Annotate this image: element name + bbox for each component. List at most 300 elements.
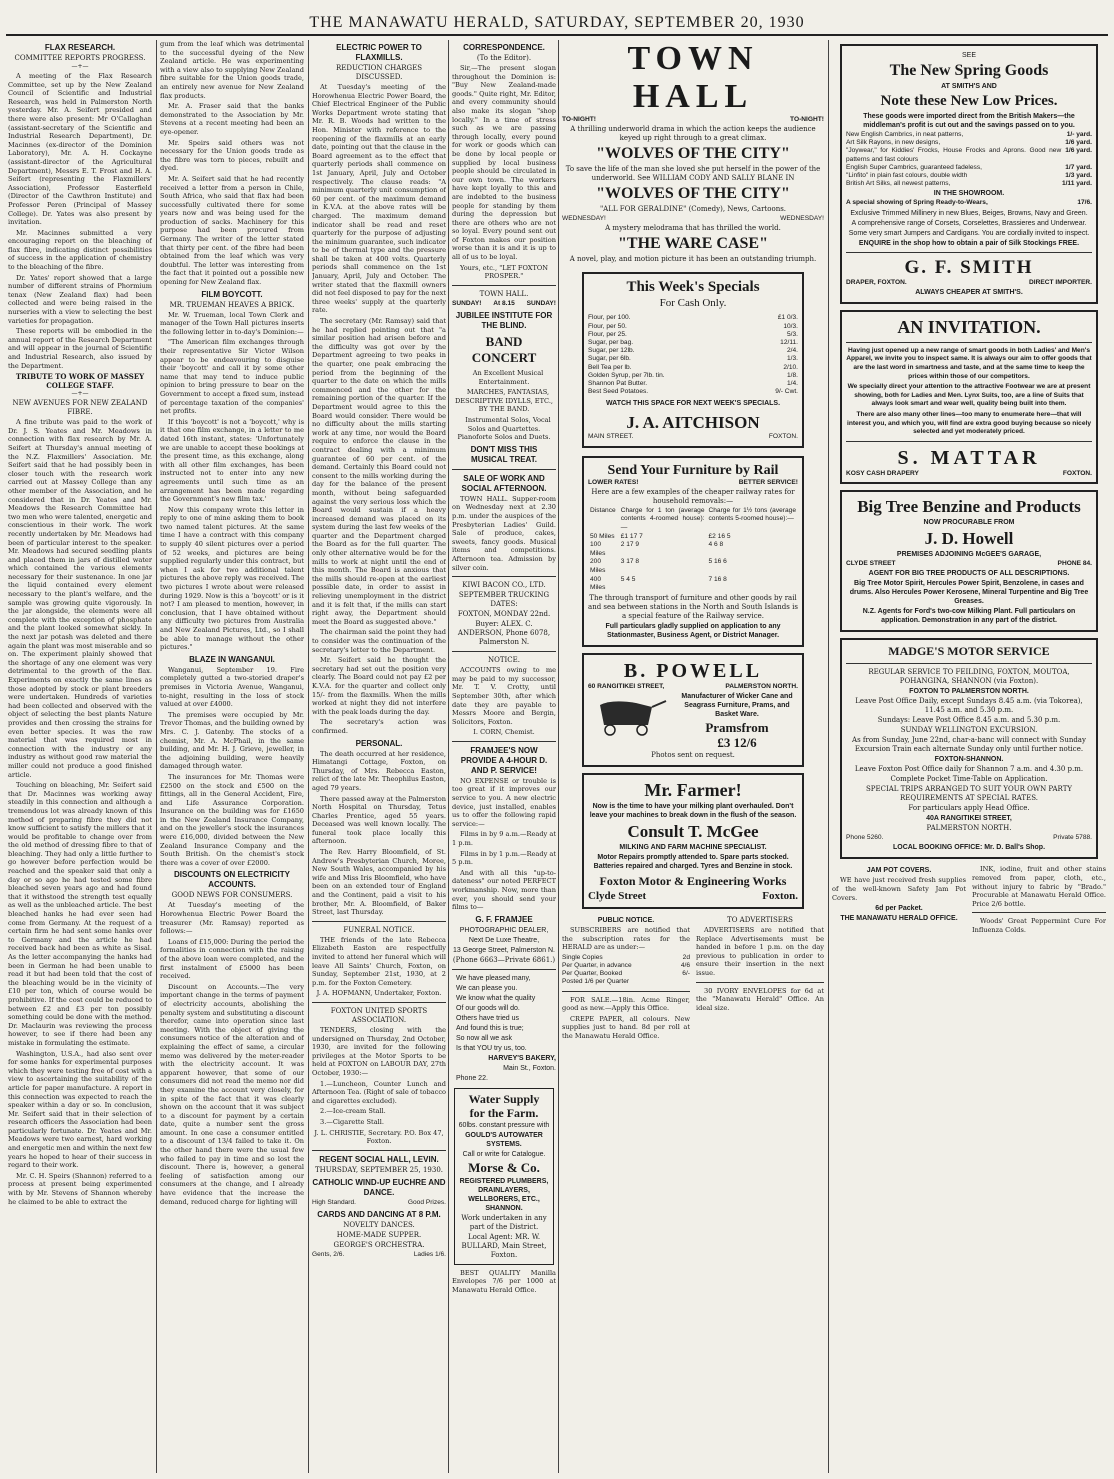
notice-heading: PUBLIC NOTICE.	[597, 916, 655, 924]
ad-text: A mystery melodrama that has thrilled the world.	[605, 224, 781, 233]
paragraph: Mr. W. Trueman, local Town Clerk and manager of the Town Hall pictures inserts the following letter in to-day's Dominion:—	[160, 310, 304, 336]
paragraph: WE have just received fresh supplies of the well-known Safety Jam Pot Covers.	[832, 876, 966, 902]
ad-title: for the Farm.	[469, 1105, 539, 1120]
ad-text: WEDNESDAY!	[562, 215, 606, 223]
ad-title: Morse & Co.	[468, 1159, 540, 1175]
ad-text: HOME-MADE SUPPER.	[336, 1230, 422, 1239]
ad-text: "ALL FOR GERALDINE" (Comedy), News, Cartoons.	[599, 205, 787, 214]
goods-list	[846, 131, 1092, 188]
ad-text: FOXTON, MONDAY 22nd.	[457, 610, 551, 619]
smith-ad	[840, 44, 1098, 304]
ad-price: Pramsfrom	[705, 719, 769, 735]
notice-column	[972, 865, 1106, 936]
divider	[846, 441, 1092, 442]
ad-text: Private 5788.	[1053, 834, 1092, 842]
ad-text: Next De Luxe Theatre,	[468, 936, 540, 944]
article-headline: CORRESPONDENCE.	[463, 43, 545, 52]
column-5	[562, 40, 824, 1473]
table-row	[588, 576, 798, 593]
ad-text: Buyer: ALEX. C. ANDERSON, Phone 6078, Palmerston N.	[457, 620, 551, 647]
list-item	[588, 380, 798, 388]
ad-price: £3 12/6	[717, 734, 757, 750]
item-price: 2d	[682, 953, 690, 961]
ad-text: GEORGE'S ORCHESTRA.	[333, 1240, 425, 1249]
paragraph: Wanganui, September 19. Fire completely gutted a two-storied draper's premises in Victoria Avenue, Wanganui, to-night, resulting in the loss of stock valued at over £4000.	[160, 665, 304, 709]
newspaper-title: THE MANAWATU HERALD, SATURDAY, SEPTEMBER 20, 1930	[309, 14, 805, 31]
list-item	[588, 323, 798, 331]
ad-text: There are also many other lines—too many to enumerate here—that will interest you, and which you, will find are extra good buying because so nicely selected and yet moderately priced.	[846, 410, 1092, 436]
table-cell: 3 17 8	[620, 558, 640, 566]
paragraph: "The American film exchanges through their representative Sir Victor Wilson appear to be endeavouring to disguise their 'boycott' and call it by some other name that may tend to induce public opinion to bring pressure to bear on the Government to accept a fixed sum, instead of percentage taxation of the companies' net profits.	[160, 338, 304, 416]
ad-text: A novel, play, and motion picture it has been an outstanding triumph.	[569, 255, 817, 264]
list-item	[846, 172, 1092, 180]
ad-text: A comprehensive range of Corsets, Corselettes, Brassieres and Underwear.	[851, 219, 1087, 227]
paragraph: Touching on bleaching, Mr. Seifert said that Dr. Macinnes was working away steadily in this connection and although a tremendous lot was already known of this method of preparing fibre they did not know sufficient to satisfy the millers that it would be profitable to change over from the old method of dressing fibre to that of bleaching. They had only a little further to go however before perfection would be reached and the speaker said that only a day or so ago he had tested some fibre bleached seven years ago and had found that it withstood the strength test equally as well as the unbleached article. The best bleached hanks he had ever seen had come from Germany. At the request of a certain firm he had sent some hanks over to Germany and the article he had received back had been as white as Sisal. As the letter accompanying the hanks had been in German he had been unable to read it but had been told that the cost of the bleaching would be in the vicinity of £10 per ton, which of course would be prohibitive. If the cost could be reduced to between £2 and £3 per ton possibly something could be done with the method. Dr. Maclaurin was reviewing the process however, to see if there had been any mistake in formulating the estimate.	[8, 781, 152, 1047]
ad-line	[452, 300, 556, 308]
ad-text: NOVELTY DANCES.	[343, 1220, 415, 1229]
column-2	[160, 40, 304, 1473]
divider	[452, 285, 556, 286]
article-subhead: GOOD NEWS FOR CONSUMERS.	[171, 891, 293, 900]
ad-title: Consult T. McGee	[627, 821, 759, 841]
column-rule	[156, 40, 157, 1473]
ad-heading: KIWI BACON CO., LTD.	[462, 581, 546, 590]
ad-title: AN INVITATION.	[897, 316, 1041, 337]
subscription-list	[562, 954, 690, 987]
paragraph: INK, iodine, fruit and other stains removed from paper, cloth, etc., without injury to fabric by "Brado." Procurable at Manawatu Herald Office. Price 2/6 bottle.	[972, 865, 1106, 908]
ad-line	[562, 116, 824, 124]
ad-text: PHOTOGRAPHIC DEALER,	[459, 926, 549, 934]
paragraph: 30 IVORY ENVELOPES for 6d at the "Manawatu Herald" Office. An ideal size.	[696, 986, 824, 1012]
ad-text: At 8.15	[493, 299, 515, 307]
ad-line	[312, 1251, 446, 1259]
table-cell: 200 Miles	[590, 558, 606, 574]
paragraph: A fine tribute was paid to the work of Dr. J. S. Yeates and Mr. Meadows in connection with flax research by Mr. A. Seifert at Thursday's annual meeting of the N.Z. Flaxmillers' Association. Mr. Seifert said that he had possibly been in closer touch with the research work carried out at Massey College than any other member of the Association, and he considered that in Dr. Yeates and Mr. Meadows the Research Committee had two men who were talented, energetic and conscientious in their work. The work recently undertaken by Mr. Meadows had been of particular interest to the speaker. Mr. Meadows had secured seedling plants and placed them in jars of distilled water which contained the various elements necessary for their sustenance. In one jar the liquid contained every element necessary to the plant's welfare, and the sample was growing quite vigorously. In the jar alongside, the elements were all complete with the exception of phosphate and the plant looked somewhat sickly. In the next jar potash was deleted and there again the plant was most miserable and so on. The experiment plainly showed that the shortage of any one element was very detrimental to the growth of the flax. Experiments on exactly the same lines as those adopted by stock or plant breeders were undertaken. Hundreds of varieties had been collected and observed with the object of selecting the best plants Nature provides and then crossing the strains for even better species. It was the raw material that was required most in connection with the industry or any industry as without good raw material the miller could not produce a good finished article.	[8, 418, 152, 779]
ad-text: DRAPER, FOXTON.	[846, 278, 907, 286]
paragraph: The insurances for Mr. Thomas were £2500 on the stock and £500 on the fittings, all in the General Accident, Fire, and Life Assurance Corporation. Insurance on the building was for £1650 in the New Zealand Insurance Company, and on the jeweller's stock the insurances were £16,000, divided between the New Zealand Insurance Company and the South British. On the chemist's stock there was a cover of over £2000.	[160, 772, 304, 867]
list-item	[846, 164, 1092, 172]
ad-text: FOXTON-SHANNON.	[934, 756, 1004, 764]
table-header: Charge for 1½ tons (average contents 5-roomed house):—	[708, 506, 796, 523]
ad-title: B. POWELL	[623, 659, 763, 682]
paragraph: The chairman said the point they had to consider was the continuation of the secretary's letter to the Department.	[312, 628, 446, 654]
item-price: 1/3 yard.	[1065, 172, 1092, 180]
ad-heading: CATHOLIC WIND-UP EUCHRE AND DANCE.	[312, 1177, 446, 1197]
column-rule	[308, 40, 309, 1473]
list-item	[562, 954, 690, 962]
paragraph: The Rev. Harry Bloomfield, of St. Andrew's Presbyterian Church, Moree, New South Wales, accompanied by his wife and Miss Iris Bloomfield, who have been on an extended tour of England and the Continent, paid a visit to his brother, Mr. A. Bloomfield, of Baker Street, last Thursday.	[312, 848, 446, 917]
divider	[452, 651, 556, 652]
ad-text: SUNDAY!	[526, 299, 556, 307]
powell-ad	[582, 653, 804, 767]
ad-line	[846, 560, 1092, 568]
item-name: Per Quarter, in advance	[562, 961, 632, 969]
article-headline: ELECTRIC POWER TO FLAXMILLS.	[336, 43, 422, 62]
table-row	[588, 558, 798, 575]
ad-line	[588, 433, 798, 441]
ad-text: THE MANAWATU HERALD OFFICE.	[840, 915, 958, 923]
divider: —+—	[71, 63, 89, 70]
column-rule	[828, 40, 829, 1473]
item-name: British Art Silks, all newest patterns,	[846, 180, 951, 188]
ad-text: Now is the time to have your milking plant overhauled. Don't leave your machines to break down in the flush of the season.	[589, 802, 797, 819]
ad-title: S. MATTAR	[897, 446, 1041, 469]
paragraph: The secretary's action was confirmed.	[312, 718, 446, 735]
ad-date: THURSDAY, SEPTEMBER 25, 1930.	[315, 1165, 443, 1174]
item-price: £1 0/3.	[777, 314, 798, 322]
ad-text: CLYDE STREET	[846, 559, 896, 567]
ad-text: A special showing of Spring Ready-to-Wears,	[846, 199, 988, 207]
notice-signature: I. CORN, Chemist.	[473, 728, 535, 737]
ad-title: Big Tree Benzine and Products	[857, 496, 1081, 516]
paragraph: The secretary (Mr. Ramsay) said that he had replied pointing out that "a similar position had arisen before and the difficulty was got over by the Department agreeing to two peaks in the quarter, one peak embracing the period from the beginning of the quarter to the date on which the mills commenced and the other for the remaining portion of the quarter. If the Department would agree to this the Board would consider. There would be no difficulty about the mills starting work at any time, nor would the Board require to enforce the clause in the contract dealing with a minimum guarantee of 60 per cent. of the demand. Certainly this Board could not consent to the mills working during the day for the balance of the present month, without being safeguarded against the very serious loss which the Board would sustain if a heavy increased demand was placed on its system during the last few weeks of the quarter and the Department charged the Board as for the full quarter. The only other alternative would be for the mills to work at night until the end of this month. The Board is anxious that the mills should re-open at the earliest possible date, in order to assist in relieving unemployment in the district and it is felt that, if the mills can start right away, the Department should meet the Board as suggested above."	[312, 317, 446, 626]
ad-text: 60lbs. constant pressure with	[458, 1121, 550, 1129]
list-item	[588, 331, 798, 339]
notice-signature: J. L. CHRISTIE, Secretary. P.O. Box 47, Foxton.	[314, 1128, 444, 1146]
item-price: 1/- yard.	[1066, 131, 1092, 138]
article-subhead: COMMITTEE REPORTS PROGRESS.	[14, 54, 146, 62]
ad-text: NOW PROCURABLE FROM	[923, 518, 1015, 526]
ad-text: SEE	[961, 52, 976, 59]
item-price: 12/11.	[780, 339, 798, 347]
ad-text: REGULAR SERVICE TO FEILDING, FOXTON, MOUTOA, POHANGINA, SHANNON (via Foxton).	[868, 668, 1070, 686]
ad-title: Send Your Furniture by Rail	[607, 462, 779, 478]
paragraph: SUBSCRIBERS are notified that the subscription rates for the HERALD are as under:—	[562, 925, 690, 952]
item-name: "Joywear," for Kiddies' Frocks, House Frocks and Aprons. Good new patterns and fast colours	[846, 147, 1062, 163]
ad-line	[562, 215, 824, 223]
article-headline: PERSONAL.	[355, 738, 403, 748]
item-price: 9/- Cwt.	[775, 388, 798, 396]
article-headline: DISCOUNTS ON ELECTRICITY ACCOUNTS.	[173, 870, 290, 890]
notice-heading: FUNERAL NOTICE.	[343, 925, 415, 934]
ad-text: Instrumental Solos, Vocal Solos and Quartettes. Pianoforte Solos and Duets.	[457, 416, 551, 442]
film-title: "WOLVES OF THE CITY"	[596, 185, 790, 203]
rail-ad	[582, 456, 804, 647]
ad-line: And found this is true;	[456, 1024, 524, 1032]
paragraph: These reports will be embodied in the annual report of the Research Department and will appear in the journal of Scientific and Industrial Research, also issued by the Department.	[8, 327, 152, 370]
ad-price: 6d per Packet.	[875, 905, 923, 913]
item-price: 1/11 yard.	[1061, 180, 1092, 188]
masthead-rule	[6, 34, 1108, 36]
ad-name: G. F. FRAMJEE	[475, 914, 533, 924]
ad-title: Mr. Farmer!	[644, 779, 742, 800]
list-item	[846, 131, 1092, 139]
ad-line	[312, 1199, 446, 1207]
table-row	[588, 533, 798, 542]
notice-column	[696, 915, 824, 1043]
list-item	[588, 372, 798, 380]
paragraph: CREPE PAPER, all colours. New supplies just to hand. 8d per roll at the Manawatu Herald Office.	[562, 1014, 690, 1040]
ad-line	[846, 470, 1092, 478]
list-item	[562, 962, 690, 970]
ad-heading: CARDS AND DANCING AT 8 P.M.	[317, 1209, 441, 1219]
paragraph: Now this company wrote this letter in reply to one of mine asking them to book two named talent pictures. At the same time I have a contract with this company to supply 40 silent pictures over a period of 52 weeks, and pictures are being supplied regularly under this contract, but when I ask for two additional talent pictures the above reply was received. The two pictures I wrote about were released during 1929. Now is this a 'boycott' or is it not? I am pleased to mention, however, in conclusion, that I have obtained without any difficulty two pictures from Australia and New Zealand Pictures, Ltd., so I shall be able to manage without the other pictures."	[160, 505, 304, 652]
article-headline: FLAX RESEARCH.	[44, 43, 116, 52]
item-name: Art Silk Rayons, in new designs,	[846, 139, 941, 147]
ad-text: Phone 5260.	[846, 834, 884, 842]
article-subhead: NEW AVENUES FOR NEW ZEALAND FIBRE.	[12, 399, 148, 417]
ad-line: So now all we ask	[456, 1034, 513, 1042]
ad-text: IN THE SHOWROOM.	[933, 190, 1005, 198]
paragraph: Discount on Accounts.—The very important change in the terms of payment of electricity accounts, abolishing the penalty system and substituting a discount therefor, came into operation since last meeting. With the object of giving the consumers notice of the alteration and of explaining the effect of same, a circular memo was delivered by the meter-reader with the electricity account. It was apparent however, that some of our consumers did not read the memo nor did they examine the account very closely, for in spite of the fact that it was clearly shown on the account that it was subject to a discount for payment by a certain date, quite a number sent the gross amount. In one case a consumer entitled to a discount of 13/4 failed to take it. On the other hand there were the usual few who failed to pay in time and so lost the discount. There is, however, a general feeling of satisfaction among our consumers at the change, and I already have evidence that the increase the demand, reduced charge for lighting will	[160, 982, 304, 1206]
paragraph: THE friends of the late Rebecca Elizabeth Easton are respectfully invited to attend her funeral which will leave All Saints' Church, Foxton, on Sunday, September 21st, 1930, at 2 p.m. for the Foxton Cemetery.	[312, 935, 446, 987]
notice-signature: J. A. HOFMANN, Undertaker, Foxton.	[316, 989, 442, 998]
item-price: 2/4.	[787, 347, 798, 355]
divider: —+—	[71, 390, 89, 398]
ad-text: Leave Post Office Daily, except Sundays 8.45 a.m. (via Tokorea), 11.45 a.m. and 5.30 p.m.	[855, 697, 1083, 715]
ad-text: TOWN HALL. Supper-room on Wednesday next at 2.30 p.m. under the auspices of the Presbyterian Ladies' Guild. Sale of produce, cakes, sweets, fancy goods. Musical items and competitions. Afternoon tea. Admission by silver coin.	[452, 494, 556, 572]
item-price: 1/7 yard.	[1065, 163, 1092, 171]
ad-line	[846, 199, 1092, 207]
ad-title: J. A. AITCHISON	[626, 413, 760, 433]
big-tree-ad	[840, 490, 1098, 632]
ad-line: Others have tried us	[456, 1014, 520, 1022]
ad-text: As from Sunday, June 22nd, char-a-banc will connect with Sunday Excursion Train each alternate Sunday only until further notice.	[852, 736, 1086, 754]
table-cell: 5 16 6	[708, 558, 727, 566]
divider	[452, 969, 556, 970]
ad-text: LOCAL BOOKING OFFICE: Mr. D. Ball's Shop.	[892, 844, 1046, 852]
ad-text: Motor Repairs promptly attended to. Spare parts stocked. Batteries repaired and charged. Tyres and Benzine in stock.	[593, 853, 793, 870]
ad-text: Local Agent: MR. W. BULLARD, Main Street, Foxton.	[461, 1232, 547, 1259]
notice-heading: TO ADVERTISERS	[727, 915, 793, 924]
column-4	[452, 40, 556, 1473]
ad-text: 40A RANGITIKEI STREET,	[926, 815, 1012, 823]
divider	[846, 663, 1092, 664]
ad-title: Water Supply	[468, 1091, 540, 1106]
paragraph: Mr. Seifert said he thought the secretary had set out the position very clearly. The Board could not pay £2 per K.V.A. for the quarter and collect only 15/- from the flaxmills. When the mills worked at night they did not interfere with the peak loads during the day.	[312, 656, 446, 716]
notice-column	[562, 915, 690, 1043]
rail-rate-table	[588, 507, 798, 593]
ad-title: J. D. Howell	[924, 528, 1014, 548]
ad-text: TO-NIGHT!	[562, 116, 596, 123]
ad-text: SPECIAL TRIPS ARRANGED TO SUIT YOUR OWN PARTY REQUIREMENTS AT SPECIAL RATES.	[865, 785, 1072, 803]
table-header: Charge for 1 ton (average contents 4-roomed house):—	[620, 506, 705, 532]
table-header-row	[588, 507, 798, 533]
ad-line	[588, 889, 798, 903]
table-cell: £2 16 5	[708, 532, 731, 540]
paragraph: If this 'boycott' is not a 'boycott,' why is it that one film exchange, in a letter to me dated 16th instant, states: 'Unfortunately we are unable to accept these bookings at the present time, as this exchange, along with all other film exchanges, has been instructed not to enter into any new agreements until such time as an arrangement has been made regarding the Government's new film tax.'	[160, 417, 304, 504]
divider	[562, 991, 690, 992]
item-name: Golden Syrup, per 7lb. tin.	[588, 371, 665, 379]
ad-title: The New Spring Goods	[889, 62, 1049, 79]
notice-heading: JAM POT COVERS.	[866, 867, 932, 875]
item-price: 4/6	[680, 961, 690, 969]
ad-text: Big Tree Motor Spirit, Hercules Power Spirit, Benzolene, in cases and drums. Also Hercules Power Kerosene, Mineral Turpentine and Big Tree Greases.	[849, 580, 1089, 606]
item-price: 1/3.	[787, 355, 798, 363]
ad-text: Some very smart Jumpers and Cardigans. You are cordially invited to inspect.	[848, 229, 1090, 237]
ad-text: These goods were imported direct from the British Makers—the middleman's profit is cut out and the savings passed on to you.	[863, 113, 1075, 129]
bottom-notices	[832, 865, 1106, 936]
ad-text: TOWN HALL.	[479, 289, 529, 298]
ad-text: Gents, 2/6.	[312, 1250, 345, 1258]
ad-text: TO-NIGHT!	[790, 116, 824, 123]
ad-text: WATCH THIS SPACE FOR NEXT WEEK'S SPECIALS.	[605, 400, 781, 408]
table-header: Distance	[590, 506, 616, 514]
paragraph: Washington, U.S.A., had also sent over for some hanks for experimental purposes which they were testing free of cost with a view to ascertaining the suitability of the article for paper manufacture. A report in this connection was expected to reach the speaker within a day or so. In conclusion, Mr. Seifert said that in their selection of research officers the Association had been particularly fortunate. Dr. Yeates and Mr. Meadows were two earnest, hard working and energetic men and within the next few years he hoped to hear of their success in regard to their work.	[8, 1049, 152, 1170]
water-supply-ad	[454, 1088, 554, 1265]
list-item	[588, 347, 798, 355]
list-item	[846, 180, 1092, 188]
item-price: 1/4.	[787, 380, 798, 388]
ad-text: MILKING AND FARM MACHINE SPECIALIST.	[619, 843, 767, 851]
notice-column	[832, 865, 966, 936]
ad-text: Call or write for Catalogue.	[462, 1150, 546, 1158]
paragraph: 3.—Cigarette Stall.	[320, 1117, 384, 1126]
item-name: New English Cambrics, in neat patterns,	[846, 131, 964, 138]
ad-text: We specially direct your attention to the attractive Footwear we are at present showing, both for Ladies and Men. Lynx Suits, too, are a line of Suits that always look smart and wear well, quality being built into them.	[847, 383, 1091, 408]
table-cell: £1 17 7	[620, 532, 643, 540]
ad-text: PALMERSTON NORTH.	[725, 682, 798, 690]
ad-text: Good Prizes.	[407, 1198, 446, 1206]
paragraph: At Tuesday's meeting of the Horowhenua Electric Power Board, the Chief Electrical Engineer of the Public Works Department wrote stating that Mr. R. B. Woods had written to the Hon. Minister with reference to the reopening of the flaxmills at an early date, pointing out that the clause in the Board agreement as to the effect that quarterly periods shall commence on 1st January, April, July and October respectively. The clause reads: "A minimum quarterly unit consumption of 60 per cent. of the maximum demand in K.V.A. at the above rates will be charged. The maximum demand indicator shall be read and reset quarterly for the purpose of adjusting the minimum guarantee, such indicator to be of thermal type and the pressure shall be taken at 400 volts. Quarterly periods shall commence on the 1st January, April, July and October. The writer stated that the flaxmill owners did not feel disposed to pay for the next three weeks' supply at the quarterly rate.	[312, 83, 446, 315]
bottom-notices	[562, 915, 824, 1043]
ad-text: A thrilling underworld drama in which the action keeps the audience keyed up right through to a great climax.	[570, 125, 816, 143]
ad-text: And with all this "up-to-dateness" our noted PERFECT workmanship. Now, more than ever, you should send your films to—	[452, 868, 556, 912]
list-item	[588, 339, 798, 347]
ad-title: Note these New Low Prices.	[880, 93, 1058, 109]
ad-text: Manufacturer of Wicker Cane and Seagrass Furniture, Prams, and Basket Ware.	[681, 692, 793, 718]
item-name: Best Seed Potatoes.	[588, 388, 649, 396]
paragraph: The premises were occupied by Mr. Trevor Thomas, and the building owned by Mrs. C. J. Gatenby. The stocks of a chemist, Mr. A. McPhail, in the same building, and Mr. H. J. Grieve, jeweller, in the adjoining building, were heavily damaged through water.	[160, 710, 304, 771]
table-cell: 7 16 8	[708, 575, 727, 583]
divider	[696, 982, 824, 983]
article-headline: FILM BOYCOTT.	[201, 289, 263, 299]
item-price: 1/6 yard.	[1065, 147, 1092, 155]
ad-subtitle: For Cash Only.	[659, 297, 727, 310]
list-item	[846, 139, 1092, 147]
ad-text: For particulars apply Head Office.	[908, 804, 1030, 813]
ad-title: BAND CONCERT	[471, 334, 537, 366]
ad-text: BETTER SERVICE!	[738, 478, 798, 486]
notice-heading: FOXTON UNITED SPORTS ASSOCIATION.	[330, 1006, 428, 1024]
item-price: 1/6 yard.	[1065, 139, 1092, 147]
pram-illustration	[592, 697, 672, 737]
ad-heading: DON'T MISS THIS MUSICAL TREAT.	[470, 444, 538, 464]
ad-line	[588, 479, 798, 487]
table-cell: 4 6 8	[708, 541, 724, 549]
ad-heading: FRAMJEE'S NOW PROVIDE A 4-HOUR D. AND P. SERVICE!	[460, 745, 548, 775]
paragraph: Sir,—The present slogan throughout the Dominion is: "Buy New Zealand-made goods." Quite right, Mr. Editor, and every community should also make its slogan "shop locally." In a time of stress such as we are passing through locally, every pound for work or goods which can be done by local people or supplied by local business people should be circulated in our own town. The workers have kept loyally to this and are indebted to the business people for standing by them during the depression but there are others who are not so loyal. Every pound sent out of Foxton makes our position worse than it is and it is up to all of us to be loyal.	[452, 64, 556, 262]
table-cell: 400 Miles	[590, 575, 606, 592]
film-title: "THE WARE CASE"	[618, 235, 768, 253]
column-1	[8, 40, 152, 1473]
bakery-ad	[452, 974, 556, 1084]
paragraph: Woods' Great Peppermint Cure For Influenza Colds.	[972, 917, 1106, 934]
item-price: 6/-	[682, 970, 690, 978]
ad-text: NO EXPENSE or trouble is too great if it improves our service to you. A new electric device, just installed, enables us to offer the following rapid service:—	[452, 776, 556, 828]
paragraph: ACCOUNTS owing to me may be paid to my successor, Mr. T. V. Crotty, until September 30th, after which date they are payable to Messrs Moore and Bergin, Solicitors, Foxton.	[452, 666, 556, 726]
item-name: Single Copies	[562, 953, 603, 961]
ad-heading: SALE OF WORK AND SOCIAL AFTERNOON.	[461, 473, 547, 493]
ad-text: Ladies 1/6.	[413, 1250, 446, 1258]
item-name: Sugar, per 6lb.	[588, 355, 631, 363]
ad-heading: REGENT SOCIAL HALL, LEVIN.	[319, 1154, 439, 1164]
ad-text: Work undertaken in any part of the District.	[461, 1213, 547, 1231]
item-name: "Linfito" in plain fast colours, double width	[846, 172, 968, 180]
list-item	[562, 978, 690, 986]
column-3	[312, 40, 446, 1473]
ad-text: Here are a few examples of the cheaper railway rates for household removals:—	[591, 487, 795, 505]
ad-text: SUNDAY!	[452, 299, 482, 307]
item-price: 5/3.	[787, 330, 798, 338]
article-subhead: TRIBUTE TO WORK OF MASSEY COLLEGE STAFF.	[15, 372, 145, 391]
ad-line: Of our goods will do.	[456, 1004, 520, 1012]
divider	[312, 921, 446, 922]
divider	[312, 1150, 446, 1151]
ad-text: DIRECT IMPORTER.	[1028, 278, 1092, 286]
table-cell: 50 Miles	[590, 532, 615, 540]
ad-text: 13 George Street, Palmerston N.	[453, 946, 555, 954]
ad-text: (Phone 6663—Private 6861.)	[452, 955, 556, 964]
ad-text: Foxton.	[762, 889, 798, 902]
ad-text: FOXTON.	[1062, 469, 1092, 477]
column-rule	[558, 40, 559, 1473]
paragraph: There passed away at the Palmerston North Hospital on Thursday, Tetus Charles Prentice, aged 55 years. Deceased was well known locally. The funeral took place locally this afternoon.	[312, 794, 446, 846]
ad-text: FOXTON TO PALMERSTON NORTH.	[909, 688, 1029, 696]
film-title: "WOLVES OF THE CITY"	[596, 145, 790, 163]
ad-text: Complete Pocket Time-Table on Application.	[890, 775, 1048, 784]
farmer-ad	[582, 773, 804, 909]
ad-title: MADGE'S MOTOR SERVICE	[888, 644, 1050, 659]
ad-text: WEDNESDAY!	[780, 215, 824, 223]
item-name: Shannon Pat Butter.	[588, 380, 648, 388]
ad-text: KOSY CASH DRAPERY	[846, 469, 919, 477]
ad-text: Photos sent on request.	[651, 750, 735, 759]
ad-text: An Excellent Musical Entertainment.	[472, 369, 544, 386]
paragraph: Mr. Macinnes submitted a very encouraging report on the bleaching of flax fibre, indicating distinct possibilities of success in the application of chemistry to the bleaching of the fibre.	[8, 228, 152, 272]
paragraph: Dr. Yates' report showed that a large number of different strains of Phormium tenax (New Zealand flax) had been collected and were being raised in the nurseries with a view to selecting the best varieties for propagation.	[8, 273, 152, 325]
masthead	[0, 0, 1114, 36]
ad-text: The through transport of furniture and other goods by rail and sea between stations in the North and South Islands is a special feature of the Railway service.	[588, 593, 798, 620]
ad-line	[846, 834, 1092, 842]
ad-text: Films in by 9 a.m.—Ready at 1 p.m.	[452, 830, 556, 848]
ad-text: MAIN STREET.	[588, 433, 634, 441]
ad-text: 60 RANGITIKEI STREET,	[588, 682, 665, 690]
table-row	[588, 541, 798, 558]
ad-text: Sundays: Leave Post Office 8.45 a.m. and 5.30 p.m.	[877, 716, 1061, 725]
ad-title: TOWN HALL	[627, 40, 759, 115]
paragraph: FOR SALE.—18in. Acme Ringer, good as new.—Apply this Office.	[562, 995, 690, 1013]
column-6	[832, 40, 1106, 1473]
ad-text: PALMERSTON NORTH.	[926, 824, 1012, 833]
article-subhead: REDUCTION CHARGES DISCUSSED.	[335, 64, 423, 81]
item-name: Flour, per 25.	[588, 330, 627, 338]
ad-text: Exclusive Trimmed Millinery in new Blues, Beiges, Browns, Navy and Green.	[850, 209, 1088, 217]
ad-line: HARVEY'S BAKERY,	[488, 1054, 556, 1062]
item-price: 10/3.	[783, 322, 798, 330]
ad-text: FOXTON.	[768, 433, 798, 441]
ad-text: AT SMITH'S AND	[941, 83, 997, 90]
ad-text: Having just opened up a new range of smart goods in both Ladies' and Men's Apparel, we invite you to inspect same. It is always our aim to offer goods that are the last word in smartness and taste, and at the same time to keep the prices within those of our competitors.	[846, 346, 1092, 380]
paragraph: Loans of £15,000: During the period the formalities in connection with the raising of the above loan were completed, and the first instalment of £5000 has been received.	[160, 937, 304, 981]
ad-title: Foxton Motor & Engineering Works	[599, 873, 787, 888]
ad-text: PHONE 84.	[1057, 559, 1092, 567]
paragraph: Mr. Speirs said others was not necessary for the Union goods trade as the fibre was torn to pieces, rebuilt and dyed.	[160, 138, 304, 173]
item-name: English Super Cambrics, guaranteed fadeless,	[846, 163, 982, 171]
list-item	[588, 364, 798, 372]
table-cell: 5 4 5	[620, 575, 636, 583]
list-item	[562, 970, 690, 978]
paragraph: Mr. A. Seifert said that he had recently received a letter from a person in Chile, South Africa, who said that flax had been successfully cultivated there for some years now and was being used for the production of sacks. Machinery for this purpose had been procured from Germany. The writer of the letter stated that thirty per cent. of the fibre had been obtained from the leaf which was very doubtful. The letter was interesting from the fact that it pointed out a possible new opening for New Zealand flax.	[160, 174, 304, 287]
ad-price: 17/6.	[1077, 199, 1092, 207]
item-name: Posted 1/6 per Quarter	[562, 978, 630, 986]
invitation-ad	[840, 310, 1098, 484]
list-item	[846, 147, 1092, 163]
ad-line: Phone 22.	[456, 1074, 488, 1082]
ad-text: PREMISES ADJOINING McGEE'S GARAGE,	[896, 550, 1042, 558]
paragraph: The death occurred at her residence, Himatangi Cottage, Foxton, on Thursday, of Mrs. Rebecca Easton, relict of the late Mr. Theophilus Easton, aged 79 years.	[312, 749, 446, 792]
list-item	[588, 314, 798, 322]
